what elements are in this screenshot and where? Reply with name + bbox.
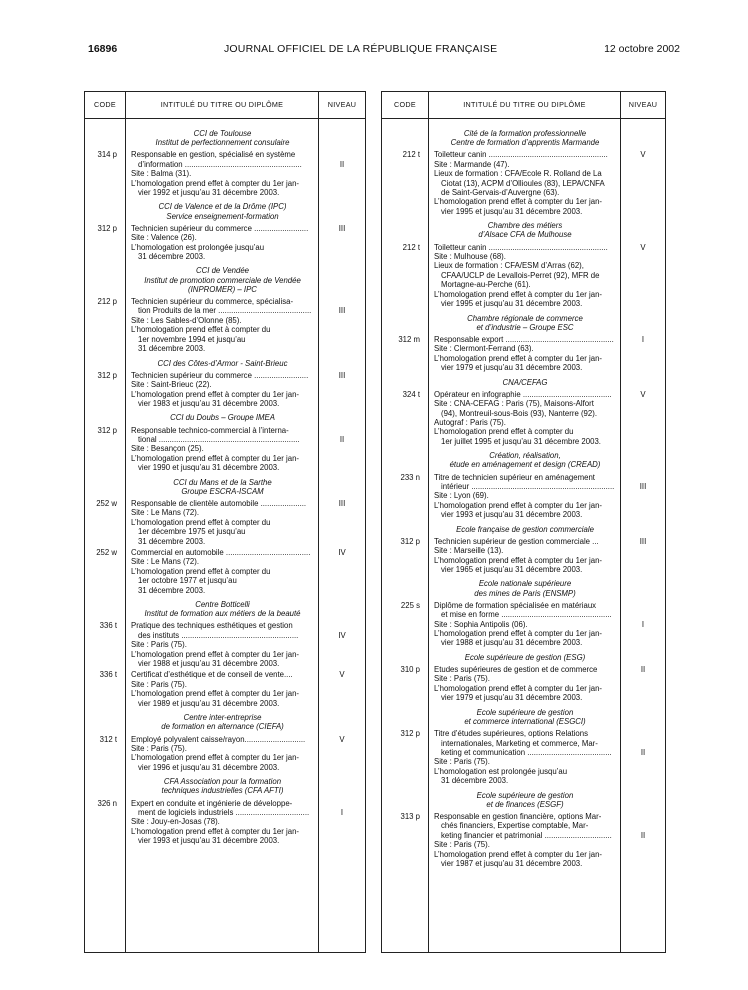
entry-line: Technicien supérieur de gestion commerciale ... bbox=[434, 536, 599, 546]
institution-heading bbox=[382, 311, 665, 335]
diploma-entry bbox=[382, 601, 665, 650]
institution-line: Centre Botticelli bbox=[195, 600, 250, 610]
institution-line: des mines de Paris (ENSMP) bbox=[474, 588, 576, 598]
entry-line: Ciotat (13), ACPM d’Ollioules (83), LEPA/CNFA bbox=[441, 178, 605, 188]
entry-level: II bbox=[640, 747, 646, 757]
institution-heading bbox=[382, 788, 665, 812]
entry-line: Titre de technicien supérieur en aménagement bbox=[434, 472, 595, 482]
entry-line: Pratique des techniques esthétiques et gestion bbox=[131, 621, 293, 631]
entry-line: Responsable technico-commercial à l’interna- bbox=[131, 425, 289, 435]
entry-code: 336 t bbox=[99, 621, 117, 631]
diploma-entry bbox=[382, 473, 665, 522]
institution-name bbox=[131, 713, 314, 731]
entry-code: 314 p bbox=[97, 150, 117, 160]
entry-line: Site : Les Sables-d’Olonne (85). bbox=[131, 315, 242, 325]
entry-code: 212 p bbox=[97, 297, 117, 307]
diploma-entry bbox=[382, 812, 665, 870]
institution-heading bbox=[382, 375, 665, 390]
institution-heading bbox=[85, 710, 365, 734]
entry-line: L’homologation prend effet à compter du 1er jan- bbox=[434, 555, 603, 565]
entry-line: CFAA/UCLP de Levallois-Perret (92), MFR de bbox=[441, 270, 600, 280]
entry-level: II bbox=[339, 159, 345, 169]
entry-line: L’homologation prend effet à compter du 1er jan- bbox=[131, 689, 300, 699]
entry-line: 31 décembre 2003. bbox=[138, 585, 206, 595]
column-header-code: CODE bbox=[94, 100, 116, 110]
diploma-entry bbox=[382, 665, 665, 705]
entry-level: I bbox=[641, 334, 645, 344]
institution-line: Institut de promotion commerciale de Vendée bbox=[144, 275, 301, 285]
institution-name bbox=[131, 359, 314, 368]
entry-line: vier 1990 et jusqu’au 31 décembre 2003. bbox=[138, 463, 280, 473]
institution-line: Ecole nationale supérieure bbox=[478, 579, 572, 589]
entry-line: Site : Marmande (47). bbox=[434, 159, 510, 169]
column-header-code: CODE bbox=[394, 100, 416, 110]
institution-line: et de finances (ESGF) bbox=[486, 799, 564, 809]
table-body bbox=[85, 118, 365, 952]
diploma-entry bbox=[85, 224, 365, 264]
entry-line: vier 1965 et jusqu’au 31 décembre 2003. bbox=[441, 565, 583, 575]
institution-line: Centre inter-entreprise bbox=[183, 713, 262, 723]
institution-line: Institut de perfectionnement consulaire bbox=[155, 138, 290, 148]
diploma-entry bbox=[382, 335, 665, 375]
entry-level: V bbox=[339, 670, 345, 680]
institution-line: Centre de formation d’apprentis Marmande bbox=[450, 138, 600, 148]
entry-line: vier 1988 et jusqu’au 31 décembre 2003. bbox=[138, 659, 280, 669]
entry-line: L’homologation prend effet à compter du 1er jan- bbox=[434, 683, 603, 693]
entry-level: III bbox=[338, 498, 346, 508]
entry-level: III bbox=[338, 223, 346, 233]
entry-line: Technicien supérieur du commerce, spécialisa- bbox=[131, 297, 294, 307]
entry-code: 336 t bbox=[99, 670, 117, 680]
entry-line: Lieux de formation : CFA/ESM d’Arras (62), bbox=[434, 261, 584, 271]
institution-heading bbox=[382, 705, 665, 729]
entry-level: III bbox=[639, 536, 647, 546]
entry-level: III bbox=[639, 481, 647, 491]
issue-date: 12 octobre 2002 bbox=[604, 43, 680, 55]
entry-line: 1er octobre 1977 et jusqu’au bbox=[138, 576, 237, 586]
entry-line: keting et communication ....................................... bbox=[441, 747, 612, 757]
entry-line: Site : Clermont-Ferrand (63). bbox=[434, 344, 534, 354]
institution-name bbox=[434, 579, 616, 597]
entry-line: 31 décembre 2003. bbox=[441, 776, 509, 786]
entry-line: L’homologation prend effet à compter du 1er jan- bbox=[131, 178, 300, 188]
institution-line: CCI de Toulouse bbox=[193, 129, 252, 138]
entry-line: tional ................................................................. bbox=[138, 434, 300, 444]
entry-line: des instituts ...................................................... bbox=[138, 630, 299, 640]
entry-line: keting financier et patrimonial ............................... bbox=[441, 830, 612, 840]
institution-heading bbox=[382, 522, 665, 537]
column-header-level: NIVEAU bbox=[327, 100, 357, 110]
column-header-title: INTITULÉ DU TITRE OU DIPLÔME bbox=[428, 92, 621, 118]
entry-line: L’homologation est prolongée jusqu’au bbox=[131, 242, 265, 252]
diploma-entry bbox=[85, 499, 365, 548]
entry-line: d’information ...................................................... bbox=[138, 159, 302, 169]
entry-line: L’homologation prend effet à compter du 1er jan- bbox=[434, 289, 603, 299]
institution-name bbox=[434, 708, 616, 726]
institution-line: d’Alsace CFA de Mulhouse bbox=[478, 230, 572, 240]
entry-line: Certificat d’esthétique et de conseil de vente.... bbox=[131, 670, 293, 680]
entry-line: Site : Lyon (69). bbox=[434, 491, 489, 501]
entry-level: V bbox=[339, 734, 345, 744]
entry-level: III bbox=[338, 370, 346, 380]
entry-code: 324 t bbox=[402, 389, 420, 399]
entry-code: 312 t bbox=[99, 734, 117, 744]
institution-name bbox=[434, 791, 616, 809]
left-entries bbox=[85, 126, 365, 848]
entry-code: 312 p bbox=[400, 729, 420, 739]
entry-line: L’homologation prend effet à compter du 1er jan- bbox=[434, 500, 603, 510]
entry-line: Lieux de formation : CFA/Ecole R. Rolland de La bbox=[434, 169, 602, 179]
institution-line: Ecole supérieure de gestion bbox=[476, 707, 574, 717]
entry-line: vier 1995 et jusqu’au 31 décembre 2003. bbox=[441, 206, 583, 216]
institution-line: de formation en alternance (CIEFA) bbox=[161, 722, 284, 732]
diploma-entry bbox=[85, 371, 365, 411]
entry-line: intérieur .................................................................. bbox=[441, 481, 615, 491]
entry-line: Site : Paris (75). bbox=[434, 757, 490, 767]
entry-line: Site : Besançon (25). bbox=[131, 444, 204, 454]
institution-heading bbox=[85, 774, 365, 798]
institution-line: Institut de formation aux métiers de la beauté bbox=[144, 609, 301, 619]
institution-line: CCI du Mans et de la Sarthe bbox=[173, 477, 272, 487]
institution-heading bbox=[382, 448, 665, 472]
institution-heading bbox=[85, 199, 365, 223]
institution-line: et d’industrie – Groupe ESC bbox=[476, 322, 574, 332]
entry-line: vier 1993 et jusqu’au 31 décembre 2003. bbox=[441, 510, 583, 520]
entry-line: Site : Paris (75). bbox=[434, 840, 490, 850]
institution-name bbox=[131, 777, 314, 795]
entry-line: vier 1979 et jusqu’au 31 décembre 2003. bbox=[441, 363, 583, 373]
diploma-entry bbox=[382, 243, 665, 311]
institution-line: techniques industrielles (CFA AFTI) bbox=[161, 786, 284, 796]
diploma-entry bbox=[85, 548, 365, 597]
entry-code: 312 p bbox=[97, 425, 117, 435]
right-table bbox=[381, 91, 666, 953]
entry-line: Etudes supérieures de gestion et de commerce bbox=[434, 665, 598, 675]
entry-code: 312 m bbox=[398, 334, 420, 344]
entry-line: Responsable en gestion, spécialisé en système bbox=[131, 150, 296, 160]
entry-code: 252 w bbox=[96, 498, 117, 508]
table-header bbox=[382, 92, 665, 119]
entry-line: internationales, Marketing et commerce, Mar- bbox=[441, 738, 598, 748]
entry-code: 212 t bbox=[402, 242, 420, 252]
entry-line: Technicien supérieur du commerce ......................... bbox=[131, 223, 309, 233]
entry-line: Site : CNA-CEFAG : Paris (75), Maisons-Alfort bbox=[434, 399, 594, 409]
entry-line: L’homologation prend effet à compter du 1er jan- bbox=[131, 753, 300, 763]
entry-line: Autograf : Paris (75). bbox=[434, 417, 506, 427]
entry-line: Mortagne-au-Perche (61). bbox=[441, 280, 531, 290]
entry-line: Site : Valence (26). bbox=[131, 233, 197, 243]
institution-line: Ecole française de gestion commerciale bbox=[456, 524, 594, 534]
entry-line: Employé polyvalent caisse/rayon............................ bbox=[131, 734, 306, 744]
entry-code: 310 p bbox=[400, 665, 420, 675]
entry-line: de Saint-Gervais-d’Auvergne (63). bbox=[441, 188, 560, 198]
entry-line: vier 1995 et jusqu’au 31 décembre 2003. bbox=[441, 299, 583, 309]
entry-line: Commercial en automobile ....................................... bbox=[131, 548, 311, 558]
diploma-entry bbox=[85, 426, 365, 475]
entry-line: Site : Le Mans (72). bbox=[131, 557, 200, 567]
entry-line: L’homologation prend effet à compter du bbox=[434, 427, 574, 437]
institution-line: Cité de la formation professionnelle bbox=[463, 129, 587, 138]
institution-line: CCI du Doubs – Groupe IMEA bbox=[170, 413, 275, 423]
diploma-entry bbox=[382, 729, 665, 787]
entry-level: V bbox=[640, 242, 646, 252]
institution-name bbox=[434, 129, 616, 147]
institution-line: CCI des Côtes-d’Armor - Saint-Brieuc bbox=[157, 358, 288, 368]
institution-heading bbox=[382, 126, 665, 150]
entry-line: Site : Jouy-en-Josas (78). bbox=[131, 817, 220, 827]
institution-heading bbox=[85, 475, 365, 499]
institution-heading bbox=[85, 126, 365, 150]
entry-level: IV bbox=[338, 630, 346, 640]
entry-code: 233 n bbox=[400, 472, 420, 482]
institution-line: étude en aménagement et design (CREAD) bbox=[449, 460, 601, 470]
entry-line: Site : Paris (75). bbox=[131, 640, 187, 650]
entry-line: Toiletteur canin ....................................................... bbox=[434, 150, 608, 160]
entry-line: Responsable de clientèle automobile ..................... bbox=[131, 498, 307, 508]
entry-line: Site : Balma (31). bbox=[131, 169, 192, 179]
entry-line: Expert en conduite et ingénierie de développe- bbox=[131, 798, 293, 808]
entry-code: 252 w bbox=[96, 548, 117, 558]
institution-line: CCI de Valence et de la Drôme (IPC) bbox=[158, 202, 287, 212]
entry-line: L’homologation prend effet à compter du 1er jan- bbox=[434, 629, 603, 639]
entry-line: ment de logiciels industriels .................................. bbox=[138, 807, 310, 817]
institution-line: CFA Association pour la formation bbox=[163, 777, 282, 787]
page-number: 16896 bbox=[88, 43, 118, 55]
entry-line: L’homologation prend effet à compter du 1er jan- bbox=[434, 849, 603, 859]
entry-line: vier 1988 et jusqu’au 31 décembre 2003. bbox=[441, 638, 583, 648]
journal-title: JOURNAL OFFICIEL DE LA RÉPUBLIQUE FRANÇAISE bbox=[223, 43, 498, 55]
institution-line: Chambre régionale de commerce bbox=[467, 313, 583, 323]
institution-heading bbox=[85, 356, 365, 371]
entry-line: L’homologation prend effet à compter du 1er jan- bbox=[131, 389, 300, 399]
entry-level: I bbox=[340, 807, 344, 817]
entry-line: L’homologation prend effet à compter du 1er jan- bbox=[434, 353, 603, 363]
entry-line: tion Produits de la mer ........................................... bbox=[138, 306, 312, 316]
institution-line: Service enseignement-formation bbox=[166, 211, 279, 221]
entry-line: L’homologation prend effet à compter du 1er jan- bbox=[131, 453, 300, 463]
institution-name bbox=[131, 129, 314, 147]
diploma-entry bbox=[85, 735, 365, 775]
entry-line: L’homologation prend effet à compter du 1er jan- bbox=[434, 197, 603, 207]
institution-line: (INPROMER) – IPC bbox=[188, 284, 257, 294]
institution-name bbox=[434, 525, 616, 534]
entry-code: 312 p bbox=[97, 223, 117, 233]
entry-line: et mise en forme ................................................... bbox=[441, 610, 612, 620]
entry-level: II bbox=[640, 665, 646, 675]
diploma-entry bbox=[382, 537, 665, 577]
page-header bbox=[88, 42, 680, 56]
entry-line: (94), Montreuil-sous-Bois (93), Nanterre (92). bbox=[441, 408, 597, 418]
institution-name bbox=[131, 413, 314, 422]
entry-line: vier 1993 et jusqu’au 31 décembre 2003. bbox=[138, 836, 280, 846]
entry-line: Technicien supérieur du commerce ......................... bbox=[131, 370, 309, 380]
entry-line: Responsable export .................................................. bbox=[434, 334, 614, 344]
entry-line: 1er novembre 1994 et jusqu’au bbox=[138, 334, 246, 344]
column-header-title: INTITULÉ DU TITRE OU DIPLÔME bbox=[125, 92, 319, 118]
entry-line: Opérateur en infographie ......................................... bbox=[434, 389, 612, 399]
entry-level: I bbox=[641, 619, 645, 629]
entry-line: Site : Sophia Antipolis (06). bbox=[434, 619, 528, 629]
entry-line: L’homologation prend effet à compter du bbox=[131, 517, 271, 527]
diploma-entry bbox=[85, 150, 365, 199]
column-header-level: NIVEAU bbox=[628, 100, 658, 110]
institution-line: Chambre des métiers bbox=[487, 221, 563, 231]
entry-level: III bbox=[338, 306, 346, 316]
institution-heading bbox=[382, 576, 665, 600]
table-header bbox=[85, 92, 365, 119]
entry-line: Titre d’études supérieures, options Relations bbox=[434, 729, 588, 739]
entry-line: vier 1979 et jusqu’au 31 décembre 2003. bbox=[441, 693, 583, 703]
institution-line: Création, réalisation, bbox=[489, 451, 561, 461]
entry-line: Site : Marseille (13). bbox=[434, 546, 504, 556]
institution-name bbox=[131, 202, 314, 220]
entry-line: L’homologation est prolongée jusqu’au bbox=[434, 766, 568, 776]
table-body bbox=[382, 118, 665, 952]
entry-line: vier 1983 et jusqu’au 31 décembre 2003. bbox=[138, 398, 280, 408]
institution-line: CNA/CEFAG bbox=[502, 377, 548, 387]
institution-name bbox=[131, 478, 314, 496]
entry-line: Site : Mulhouse (68). bbox=[434, 252, 506, 262]
entry-code: 212 t bbox=[402, 150, 420, 160]
entry-level: II bbox=[640, 830, 646, 840]
institution-heading bbox=[382, 650, 665, 665]
entry-line: Site : Saint-Brieuc (22). bbox=[131, 380, 212, 390]
entry-line: vier 1987 et jusqu’au 31 décembre 2003. bbox=[441, 858, 583, 868]
entry-code: 312 p bbox=[400, 536, 420, 546]
institution-name bbox=[434, 221, 616, 239]
entry-code: 313 p bbox=[400, 811, 420, 821]
entry-line: L’homologation prend effet à compter du bbox=[131, 325, 271, 335]
diploma-entry bbox=[85, 621, 365, 670]
entry-line: 31 décembre 2003. bbox=[138, 536, 206, 546]
entry-line: Site : Paris (75). bbox=[434, 674, 490, 684]
institution-name bbox=[434, 653, 616, 662]
entry-line: Site : Le Mans (72). bbox=[131, 508, 200, 518]
entry-level: V bbox=[640, 150, 646, 160]
institution-line: Groupe ESCRA-ISCAM bbox=[181, 486, 264, 496]
institution-heading bbox=[85, 410, 365, 425]
institution-line: et commerce international (ESGCI) bbox=[464, 716, 586, 726]
entry-level: IV bbox=[338, 548, 346, 558]
institution-name bbox=[131, 600, 314, 618]
left-table bbox=[84, 91, 366, 953]
entry-line: chés financiers, Expertise comptable, Mar- bbox=[441, 821, 589, 831]
entry-code: 326 n bbox=[97, 798, 117, 808]
institution-name bbox=[131, 266, 314, 294]
entry-level: II bbox=[339, 434, 345, 444]
institution-heading bbox=[85, 597, 365, 621]
entry-line: vier 1992 et jusqu’au 31 décembre 2003. bbox=[138, 188, 280, 198]
entry-line: L’homologation prend effet à compter du 1er jan- bbox=[131, 826, 300, 836]
institution-heading bbox=[85, 263, 365, 297]
entry-line: Toiletteur canin ....................................................... bbox=[434, 242, 608, 252]
diploma-entry bbox=[85, 799, 365, 848]
entry-line: vier 1996 et jusqu’au 31 décembre 2003. bbox=[138, 762, 280, 772]
institution-name bbox=[434, 314, 616, 332]
institution-line: Ecole supérieure de gestion bbox=[476, 790, 574, 800]
entry-line: 31 décembre 2003. bbox=[138, 252, 206, 262]
entry-code: 312 p bbox=[97, 370, 117, 380]
diploma-entry bbox=[382, 390, 665, 448]
entry-line: Site : Paris (75). bbox=[131, 679, 187, 689]
entry-line: L’homologation prend effet à compter du bbox=[131, 566, 271, 576]
diploma-entry bbox=[85, 297, 365, 355]
entry-line: L’homologation prend effet à compter du 1er jan- bbox=[131, 649, 300, 659]
institution-name bbox=[434, 451, 616, 469]
entry-line: 1er décembre 1975 et jusqu’au bbox=[138, 527, 246, 537]
institution-name bbox=[434, 378, 616, 387]
institution-line: CCI de Vendée bbox=[195, 266, 250, 276]
entry-line: Diplôme de formation spécialisée en matériaux bbox=[434, 600, 597, 610]
entry-line: 1er juillet 1995 et jusqu’au 31 décembre 2003. bbox=[441, 436, 601, 446]
entry-line: vier 1989 et jusqu’au 31 décembre 2003. bbox=[138, 698, 280, 708]
institution-line: Ecole supérieure de gestion (ESG) bbox=[464, 652, 586, 662]
right-entries bbox=[382, 126, 665, 870]
entry-line: 31 décembre 2003. bbox=[138, 344, 206, 354]
diploma-entry bbox=[382, 150, 665, 218]
entry-line: Site : Paris (75). bbox=[131, 743, 187, 753]
entry-line: Responsable en gestion financière, options Mar- bbox=[434, 811, 602, 821]
entry-level: V bbox=[640, 389, 646, 399]
entry-code: 225 s bbox=[400, 600, 420, 610]
diploma-entry bbox=[85, 670, 365, 710]
institution-heading bbox=[382, 218, 665, 242]
